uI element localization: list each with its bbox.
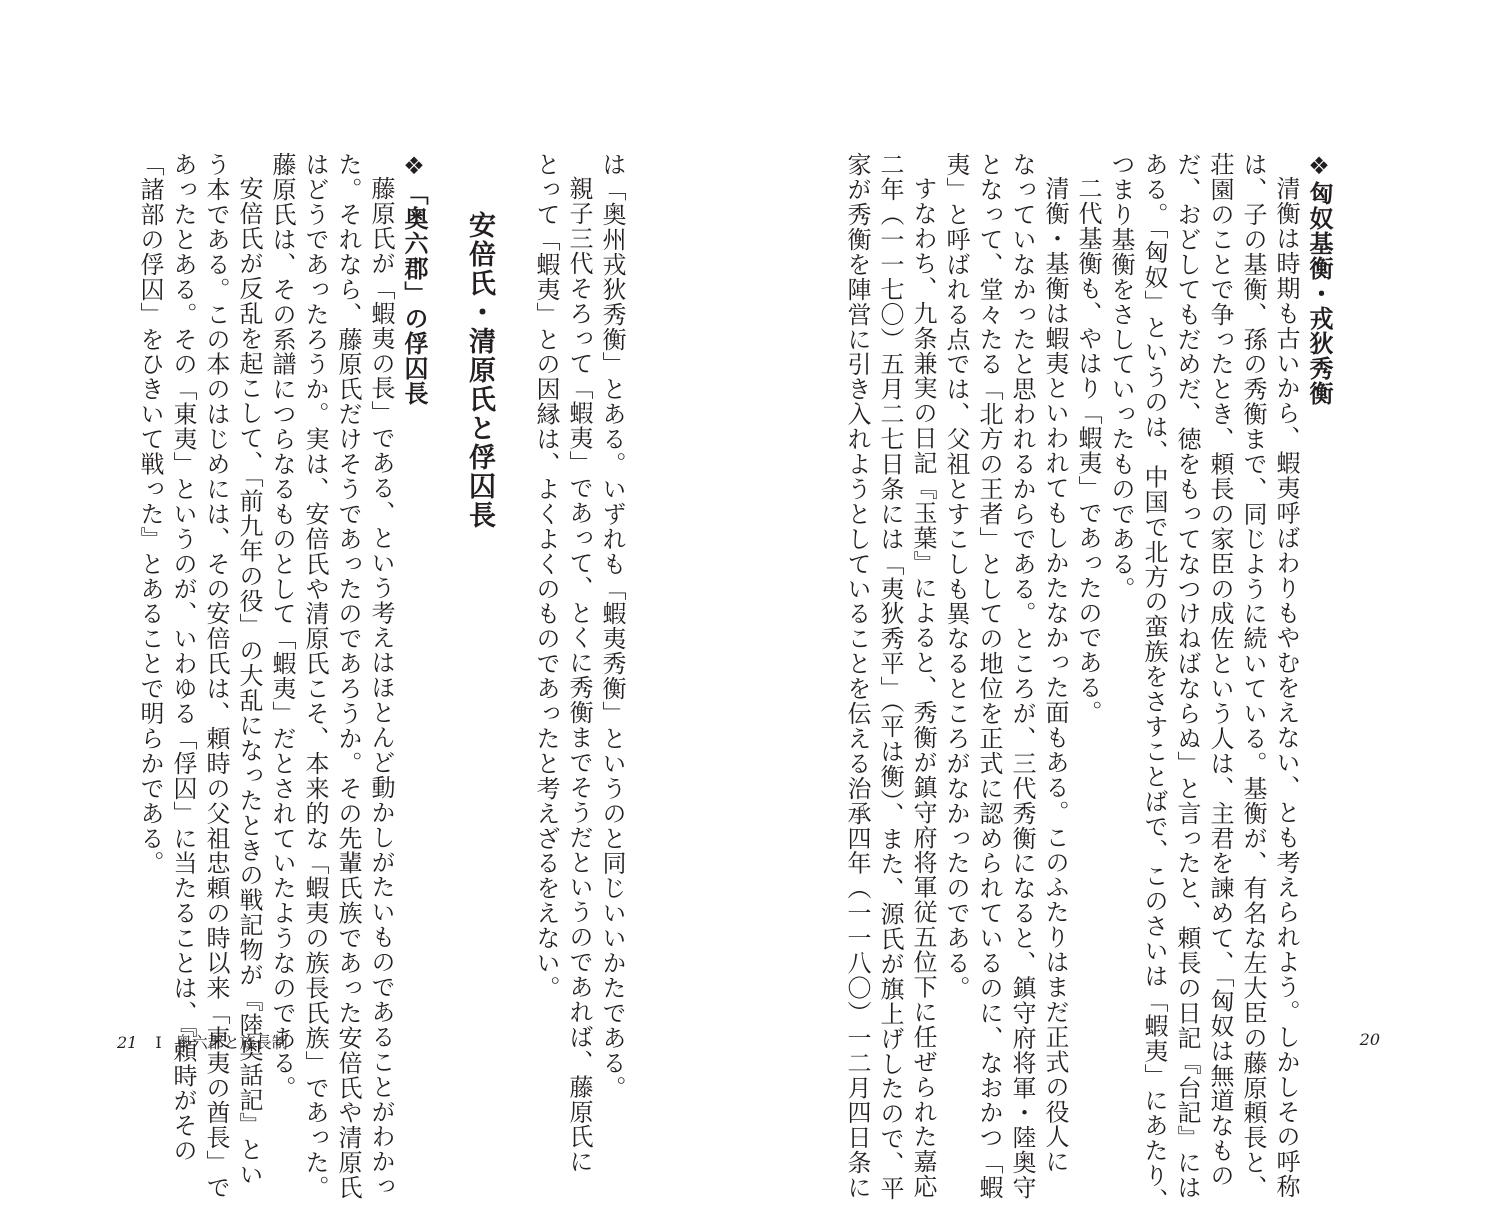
- text-line: 親子三代そろって「蝦夷」であって、とくに秀衡までそうだというのであれば、藤原氏に: [565, 176, 593, 1174]
- text-line: は、子の基衡、孫の秀衡まで、同じように続いている。基衡が、有名な左大臣の藤原頼長と、: [1239, 152, 1267, 1200]
- text-line: ある。「匈奴」というのは、中国で北方の蛮族をさすことばで、このさいは「蝦夷」にあたり、: [1140, 152, 1168, 1213]
- section-heading: ❖「奥六郡」の俘囚長: [400, 152, 428, 406]
- spacer: [496, 152, 529, 1022]
- spacer: [430, 152, 463, 1022]
- text-line: 藤原氏が「蝦夷の長」である、という考えはほとんど動かしがたいものであることがわかっ: [367, 176, 395, 1199]
- text-line: 二代基衡も、やはり「蝦夷」であったのである。: [1074, 176, 1102, 725]
- right-page: [750, 0, 1500, 1213]
- text-line: 荘園のことで争ったとき、頼長の家臣の成佐という人は、主君を諫めて、「匈奴は無道なもの: [1206, 152, 1234, 1188]
- text-line: 家が秀衡を陣営に引き入れようとしていることを伝える治承四年（一一八〇）一二月四日条に: [843, 152, 871, 1200]
- text-line: は「奥州戎狄秀衡」とある。いずれも「蝦夷秀衡」というのと同じいいかたである。: [598, 152, 626, 1101]
- text-line: 「諸部の俘囚」をひきいて戦った』とあることで明らかである。: [136, 152, 164, 876]
- part-numeral: I: [155, 1033, 162, 1052]
- text-line: だ、おどしてもだめだ、徳をもってなつけねばならぬ」と言ったと、頼長の日記『台記』には: [1173, 152, 1201, 1200]
- running-footer: [117, 1030, 288, 1053]
- text-line: 清衡は時期も古いから、蝦夷呼ばわりもやむをえない、とも考えられよう。しかしその呼称: [1272, 176, 1300, 1199]
- right-page-text: [840, 152, 1335, 1213]
- text-line: 清衡・基衡は蝦夷といわれてもしかたなかった面もある。このふたりはまだ正式の役人に: [1041, 176, 1069, 1174]
- text-line: とって「蝦夷」との因縁は、よくよくのものであったと考えざるをえない。: [532, 152, 560, 1001]
- text-line: すなわち、九条兼実の日記『玉葉』によると、秀衡が鎮守府将軍従五位下に任ぜられた嘉応: [909, 176, 937, 1199]
- text-line: う本である。この本のはじめには、その安倍氏は、頼時の父祖忠頼の時以来「東夷の酋長」で: [202, 152, 230, 1200]
- section-heading: ❖匈奴基衡・戎狄秀衡: [1305, 152, 1333, 406]
- left-page: [0, 0, 750, 1200]
- text-line: た。それなら、藤原氏だけそうであったのであろうか。その先輩氏族であった安倍氏や清原氏: [334, 152, 362, 1200]
- text-line: あったとある。その「東夷」というのが、いわゆる「俘囚」に当たることは、『頼時がその: [169, 152, 197, 1163]
- page-number: 21: [117, 1033, 138, 1052]
- text-line: なっていなかったと思われるからである。ところが、三代秀衡になると、鎮守府将軍・陸奥守: [1008, 152, 1036, 1200]
- page-number: 20: [1359, 1030, 1380, 1049]
- text-line: はどうであったろうか。実は、安倍氏や清原氏こそ、本来的な「蝦夷の族長氏族」であった。: [301, 152, 329, 1200]
- text-line: 安倍氏が反乱を起こして、「前九年の役」の大乱になったときの戦記物が『陸奥話記』とい: [235, 176, 263, 1187]
- text-line: となって、堂々たる「北方の王者」としての地位を正式に認められているのに、なおかつ「蝦: [975, 152, 1003, 1200]
- text-line: つまり基衡をさしていったものである。: [1107, 152, 1135, 602]
- running-title: 奥六郡と族長制: [175, 1033, 288, 1052]
- chapter-heading: 安倍氏・清原氏と俘囚長: [464, 211, 495, 531]
- text-line: 藤原氏は、その系譜につらなるものとして「蝦夷」だとされていたようなのである。: [268, 152, 296, 1101]
- text-line: 二年（一一七〇）五月二七日条には「夷狄秀平」（平は衡）、また、源氏が旗上げしたので、平: [876, 152, 904, 1201]
- text-line: 夷」と呼ばれる点では、父祖とすこしも異なるところがなかったのである。: [942, 152, 970, 1001]
